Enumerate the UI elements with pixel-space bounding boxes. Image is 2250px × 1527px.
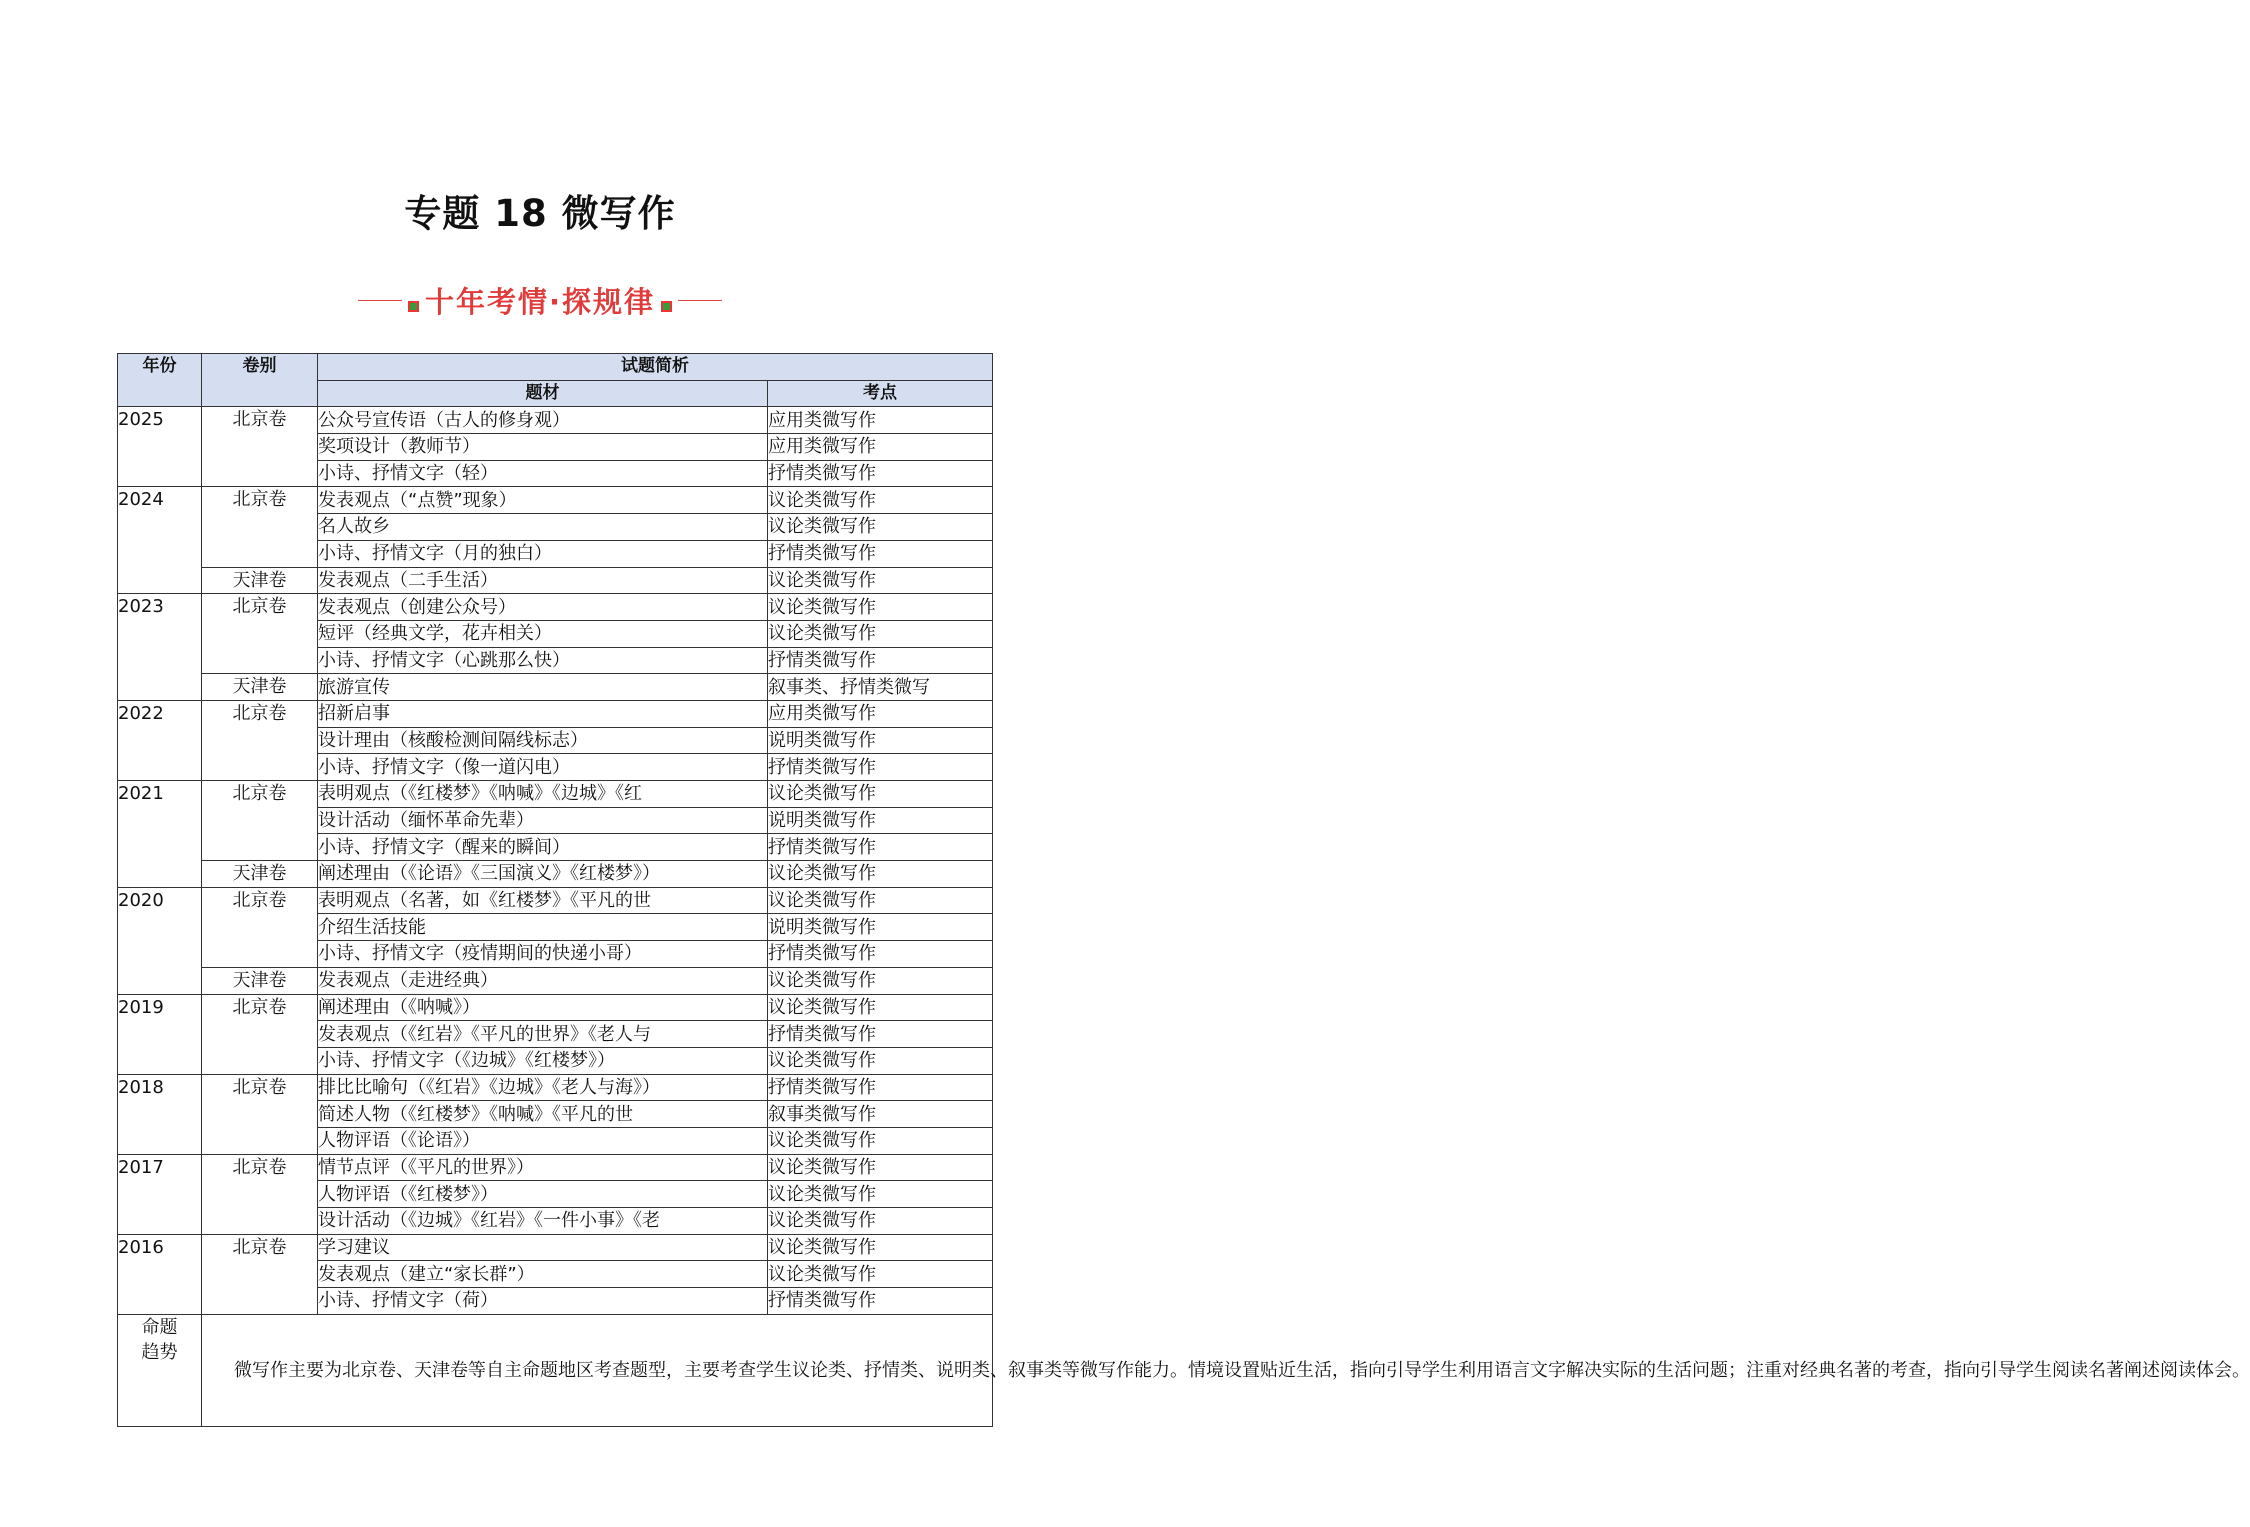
topic-cell: 表明观点（名著，如《红楼梦》《平凡的世: [318, 887, 768, 914]
paper-cell: 北京卷: [202, 487, 318, 567]
year-cell: 2025: [118, 407, 202, 487]
point-cell: 说明类微写作: [768, 727, 993, 754]
point-cell: 应用类微写作: [768, 434, 993, 461]
year-cell: 2021: [118, 781, 202, 888]
year-cell: 2016: [118, 1234, 202, 1314]
point-cell: 抒情类微写作: [768, 460, 993, 487]
topic-cell: 奖项设计（教师节）: [318, 434, 768, 461]
banner-text: 十年考情·探规律: [424, 284, 656, 319]
point-cell: 议论类微写作: [768, 887, 993, 914]
table-row: [118, 887, 993, 914]
point-cell: 抒情类微写作: [768, 1288, 993, 1315]
paper-cell: 北京卷: [202, 700, 318, 780]
paper-cell: 天津卷: [202, 967, 318, 994]
point-cell: 议论类微写作: [768, 1208, 993, 1235]
table-row: [118, 674, 993, 701]
point-cell: 议论类微写作: [768, 514, 993, 541]
point-cell: 应用类微写作: [768, 700, 993, 727]
point-cell: 议论类微写作: [768, 620, 993, 647]
trend-text: 微写作主要为北京卷、天津卷等自主命题地区考查题型，主要考查学生议论类、抒情类、说明类、叙事类等微写作能力。情境设置贴近生活，指向引导学生利用语言文字解决实际的生活问题；注重对经典名著的考查，指向引导学生阅读名著阐述阅读体会。: [202, 1314, 993, 1426]
point-cell: 议论类微写作: [768, 861, 993, 888]
year-cell: 2024: [118, 487, 202, 594]
topic-cell: 情节点评（《平凡的世界》）: [318, 1154, 768, 1181]
banner-dot-icon: [661, 301, 672, 312]
topic-cell: 设计活动（《边城》《红岩》《一件小事》《老: [318, 1208, 768, 1235]
trend-label-2: 趋势: [141, 1341, 178, 1363]
topic-cell: 旅游宣传: [318, 674, 768, 701]
point-cell: 议论类微写作: [768, 567, 993, 594]
table-row: [118, 407, 993, 434]
header-group: 试题简析: [318, 354, 993, 381]
point-cell: 议论类微写作: [768, 1127, 993, 1154]
topic-cell: 阐述理由（《呐喊》）: [318, 994, 768, 1021]
year-cell: 2022: [118, 700, 202, 780]
topic-cell: 发表观点（创建公众号）: [318, 594, 768, 621]
topic-cell: 设计理由（核酸检测间隔线标志）: [318, 727, 768, 754]
point-cell: 议论类微写作: [768, 594, 993, 621]
table-row: [118, 567, 993, 594]
paper-cell: 北京卷: [202, 407, 318, 487]
table-body: [118, 407, 993, 1314]
topic-cell: 小诗、抒情文字（轻）: [318, 460, 768, 487]
paper-cell: 天津卷: [202, 567, 318, 594]
topic-cell: 发表观点（走进经典）: [318, 967, 768, 994]
point-cell: 议论类微写作: [768, 487, 993, 514]
year-cell: 2019: [118, 994, 202, 1074]
year-cell: 2023: [118, 594, 202, 701]
point-cell: 抒情类微写作: [768, 834, 993, 861]
banner-line-left: [358, 300, 402, 301]
paper-cell: 北京卷: [202, 994, 318, 1074]
topic-cell: 小诗、抒情文字（《边城》《红楼梦》）: [318, 1047, 768, 1074]
point-cell: 议论类微写作: [768, 1181, 993, 1208]
banner-line-right: [678, 300, 722, 301]
topic-cell: 发表观点（“点赞”现象）: [318, 487, 768, 514]
topic-cell: 学习建议: [318, 1234, 768, 1261]
point-cell: 议论类微写作: [768, 1234, 993, 1261]
topic-cell: 发表观点（二手生活）: [318, 567, 768, 594]
topic-cell: 介绍生活技能: [318, 914, 768, 941]
exam-table: [117, 353, 2250, 1427]
point-cell: 议论类微写作: [768, 967, 993, 994]
point-cell: 说明类微写作: [768, 807, 993, 834]
table-row: [118, 994, 993, 1021]
topic-cell: 人物评语（《红楼梦》）: [318, 1181, 768, 1208]
topic-cell: 简述人物（《红楼梦》《呐喊》《平凡的世: [318, 1101, 768, 1128]
topic-cell: 设计活动（缅怀革命先辈）: [318, 807, 768, 834]
point-cell: 议论类微写作: [768, 781, 993, 808]
topic-cell: 发表观点（建立“家长群”）: [318, 1261, 768, 1288]
paper-cell: 天津卷: [202, 861, 318, 888]
topic-cell: 排比比喻句（《红岩》《边城》《老人与海》）: [318, 1074, 768, 1101]
point-cell: 抒情类微写作: [768, 1074, 993, 1101]
point-cell: 抒情类微写作: [768, 754, 993, 781]
point-cell: 说明类微写作: [768, 914, 993, 941]
table-row: [118, 967, 993, 994]
topic-cell: 招新启事: [318, 700, 768, 727]
section-banner: [0, 275, 1080, 325]
paper-cell: 北京卷: [202, 781, 318, 861]
year-cell: 2020: [118, 887, 202, 994]
table-row: [118, 1234, 993, 1261]
topic-cell: 人物评语（《论语》）: [318, 1127, 768, 1154]
topic-cell: 公众号宣传语（古人的修身观）: [318, 407, 768, 434]
topic-cell: 阐述理由（《论语》《三国演义》《红楼梦》）: [318, 861, 768, 888]
year-cell: 2018: [118, 1074, 202, 1154]
topic-cell: 小诗、抒情文字（荷）: [318, 1288, 768, 1315]
point-cell: 议论类微写作: [768, 994, 993, 1021]
table-row: [118, 700, 993, 727]
point-cell: 抒情类微写作: [768, 647, 993, 674]
point-cell: 议论类微写作: [768, 1154, 993, 1181]
trend-label: [118, 1314, 202, 1426]
topic-cell: 小诗、抒情文字（醒来的瞬间）: [318, 834, 768, 861]
table-row: [118, 1074, 993, 1101]
header-paper: 卷别: [202, 354, 318, 407]
topic-cell: 表明观点（《红楼梦》《呐喊》《边城》《红: [318, 781, 768, 808]
point-cell: 叙事类、抒情类微写: [768, 674, 993, 701]
topic-cell: 发表观点（《红岩》《平凡的世界》《老人与: [318, 1021, 768, 1048]
topic-cell: 短评（经典文学，花卉相关）: [318, 620, 768, 647]
table-row: [118, 861, 993, 888]
banner-dot-icon: [408, 301, 419, 312]
table-row: [118, 1154, 993, 1181]
point-cell: 议论类微写作: [768, 1261, 993, 1288]
header-topic: 题材: [318, 380, 768, 407]
paper-cell: 北京卷: [202, 594, 318, 674]
table-row: [118, 487, 993, 514]
trend-label-1: 命题: [141, 1316, 178, 1338]
paper-cell: 北京卷: [202, 1234, 318, 1314]
point-cell: 应用类微写作: [768, 407, 993, 434]
point-cell: 抒情类微写作: [768, 540, 993, 567]
year-cell: 2017: [118, 1154, 202, 1234]
topic-cell: 小诗、抒情文字（心跳那么快）: [318, 647, 768, 674]
header-point: 考点: [768, 380, 993, 407]
table-row: [118, 594, 993, 621]
table-row: [118, 781, 993, 808]
paper-cell: 天津卷: [202, 674, 318, 701]
point-cell: 抒情类微写作: [768, 941, 993, 968]
point-cell: 抒情类微写作: [768, 1021, 993, 1048]
point-cell: 叙事类微写作: [768, 1101, 993, 1128]
topic-cell: 名人故乡: [318, 514, 768, 541]
paper-cell: 北京卷: [202, 1074, 318, 1154]
header-year: 年份: [118, 354, 202, 407]
point-cell: 议论类微写作: [768, 1047, 993, 1074]
topic-cell: 小诗、抒情文字（疫情期间的快递小哥）: [318, 941, 768, 968]
topic-cell: 小诗、抒情文字（像一道闪电）: [318, 754, 768, 781]
topic-cell: 小诗、抒情文字（月的独白）: [318, 540, 768, 567]
paper-cell: 北京卷: [202, 1154, 318, 1234]
page-title: 专题 18 微写作: [404, 192, 676, 235]
paper-cell: 北京卷: [202, 887, 318, 967]
